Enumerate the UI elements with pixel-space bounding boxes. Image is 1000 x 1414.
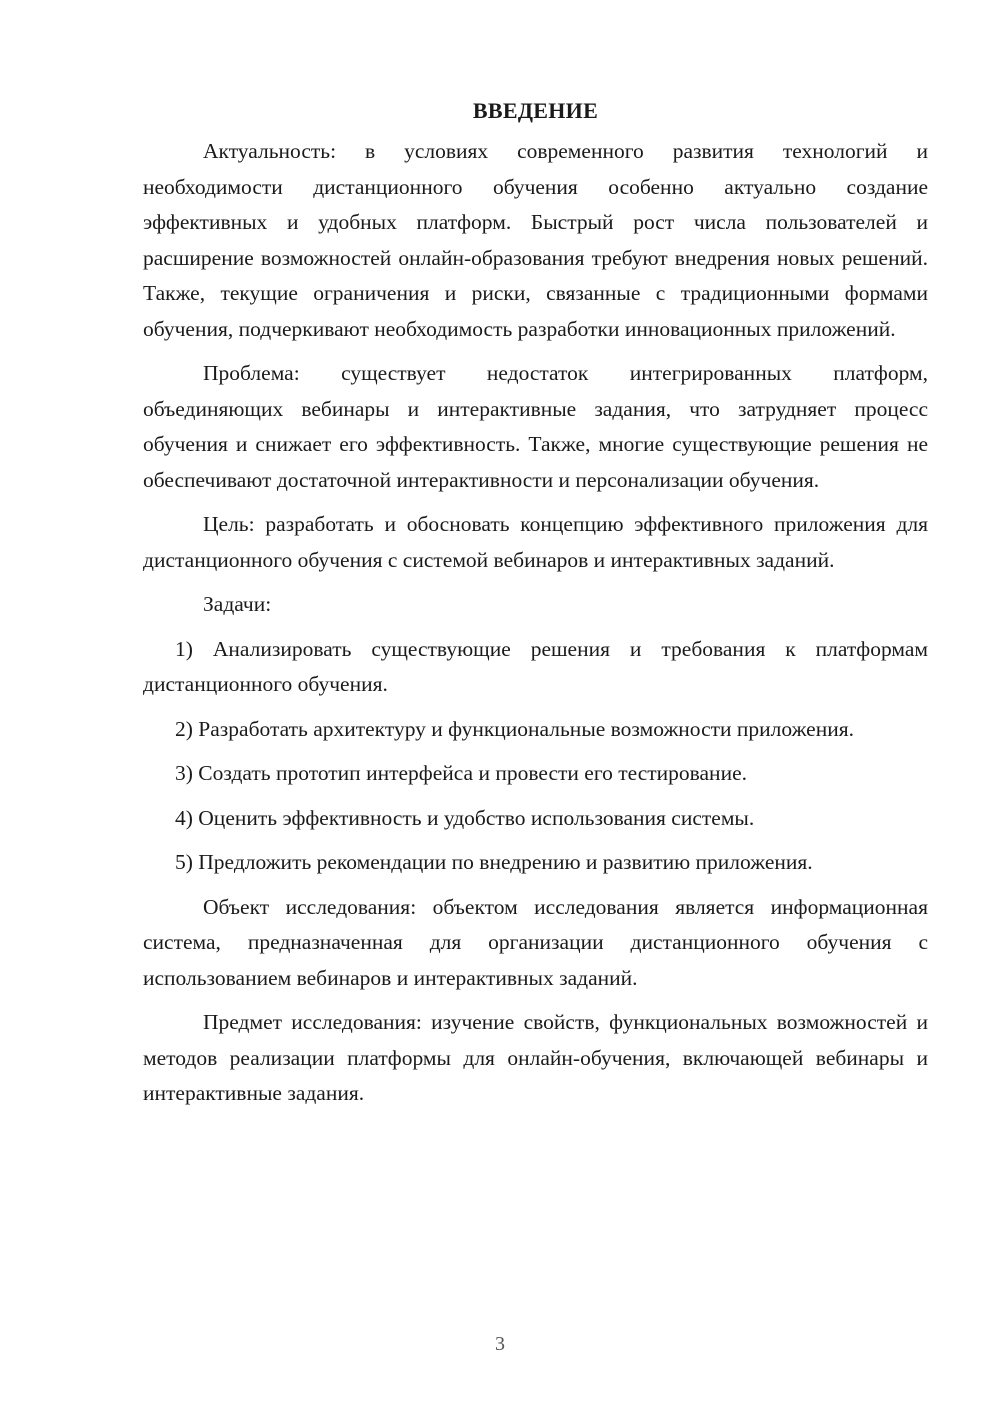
object-paragraph: Объект исследования: объектом исследования является информационная система, предназначенная для организации дистанционного обучения с использованием вебинаров и интерактивных заданий. bbox=[143, 894, 928, 990]
document-body bbox=[143, 93, 928, 1121]
task-item-2: 2) Разработать архитектуру и функциональные возможности приложения. bbox=[175, 716, 855, 741]
problem-paragraph: Проблема: существует недостаток интегрированных платформ, объединяющих вебинары и интерактивные задания, что затрудняет процесс обучения и снижает его эффективность. Также, многие существующие решения не обеспечивают достаточной интерактивности и персонализации обучения. bbox=[143, 361, 928, 492]
goal-paragraph: Цель: разработать и обосновать концепцию эффективного приложения для дистанционного обучения с системой вебинаров и интерактивных заданий. bbox=[143, 512, 928, 572]
subject-paragraph: Предмет исследования: изучение свойств, функциональных возможностей и методов реализации платформы для онлайн-обучения, включающей вебинары и интерактивные задания. bbox=[143, 1010, 928, 1105]
task-item-3: 3) Создать прототип интерфейса и провести его тестирование. bbox=[175, 761, 747, 785]
tasks-heading: Задачи: bbox=[203, 592, 272, 616]
task-item-4: 4) Оценить эффективность и удобство использования системы. bbox=[175, 805, 755, 830]
task-item-1: 1) Анализировать существующие решения и требования к платформам дистанционного обучения. bbox=[143, 636, 928, 696]
task-item-5: 5) Предложить рекомендации по внедрению и развитию приложения. bbox=[175, 850, 813, 874]
relevance-paragraph: Актуальность: в условиях современного развития технологий и необходимости дистанционного обучения особенно актуально создание эффективных и удобных платформ. Быстрый рост числа пользователей и расширение возможностей онлайн-образования требуют внедрения новых решений. Также, текущие ограничения и риски, связанные с традиционными формами обучения, подчеркивают необходимость разработки инновационных приложений. bbox=[143, 139, 928, 341]
section-title: ВВЕДЕНИЕ bbox=[472, 98, 599, 123]
page-number: 3 bbox=[495, 1333, 505, 1355]
